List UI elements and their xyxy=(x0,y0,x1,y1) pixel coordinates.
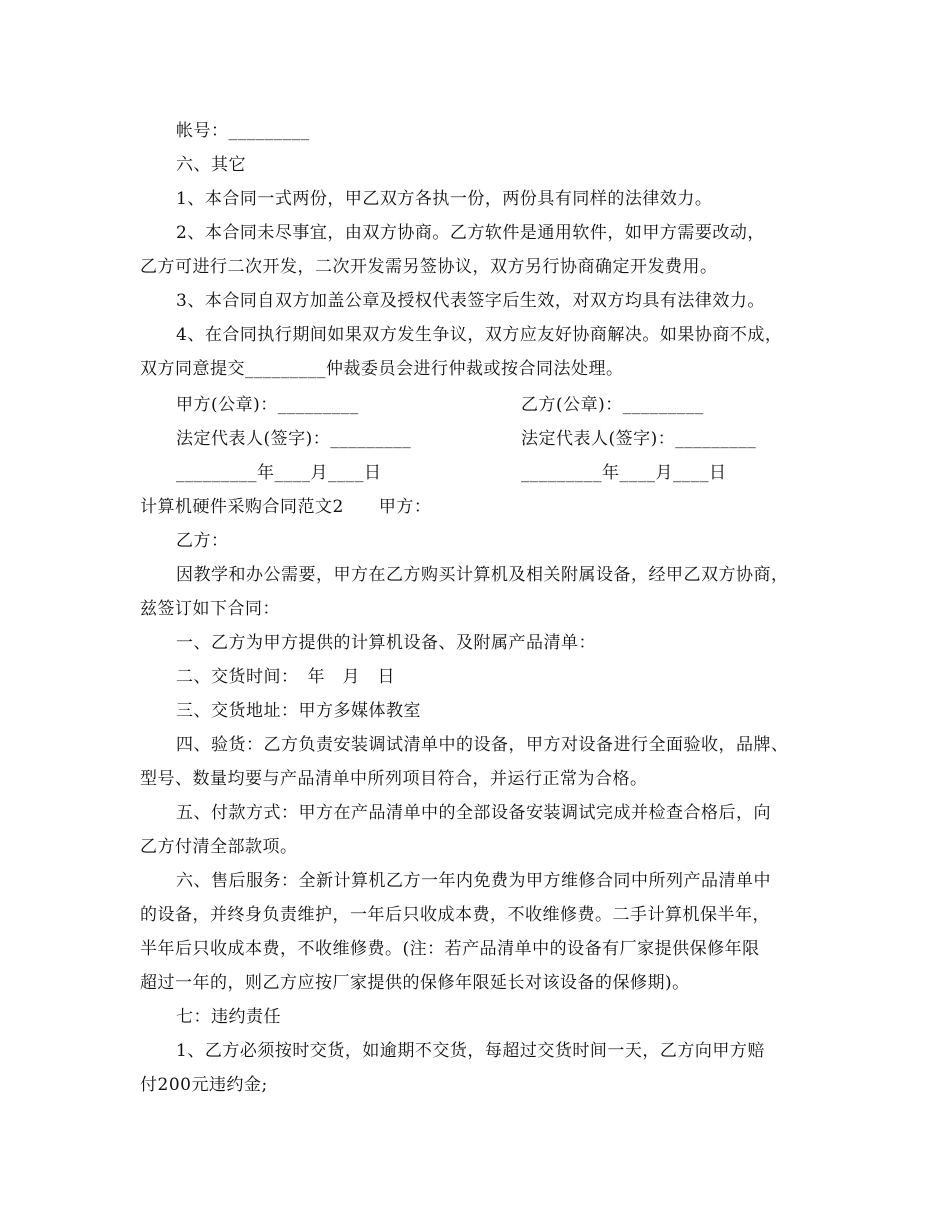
party-a-date-field: _________年____月____日 xyxy=(176,463,382,483)
party-b-representative-field: 法定代表人(签字)：_________ xyxy=(521,429,757,449)
clause-paragraph: 五、付款方式：甲方在产品清单中的全部设备安装调试完成并检查合格后，向 xyxy=(176,803,771,823)
clause-paragraph-cont: 型号、数量均要与产品清单中所列项目符合，并运行正常为合格。 xyxy=(140,769,648,789)
clause-paragraph-cont: 乙方付清全部款项。 xyxy=(140,837,298,857)
clause-paragraph-cont: 半年后只收成本费，不收维修费。(注：若产品清单中的设备有厂家提供保修年限 xyxy=(140,939,760,959)
account-line: 帐号：_________ xyxy=(176,121,310,141)
clause-paragraph: 4、在合同执行期间如果双方发生争议，双方应友好协商解决。如果协商不成， xyxy=(176,325,783,345)
clause-paragraph: 一、乙方为甲方提供的计算机设备、及附属产品清单： xyxy=(176,633,596,653)
clause-paragraph: 二、交货时间： 年 月 日 xyxy=(176,667,395,687)
clause-paragraph: 六、售后服务：全新计算机乙方一年内免费为甲方维修合同中所列产品清单中 xyxy=(176,871,771,891)
clause-paragraph-cont: 乙方可进行二次开发，二次开发需另签协议，双方另行协商确定开发费用。 xyxy=(140,257,718,277)
party-b-date-field: _________年____月____日 xyxy=(521,463,727,483)
party-b-seal-field: 乙方(公章)：_________ xyxy=(521,395,704,415)
clause-paragraph: 2、本合同未尽事宜，由双方协商。乙方软件是通用软件，如甲方需要改动， xyxy=(176,223,765,243)
clause-paragraph-cont: 的设备，并终身负责维护，一年后只收成本费，不收维修费。二手计算机保半年， xyxy=(140,905,770,925)
clause-paragraph: 3、本合同自双方加盖公章及授权代表签字后生效，对双方均具有法律效力。 xyxy=(176,291,765,311)
clause-paragraph-cont: 超过一年的，则乙方应按厂家提供的保修年限延长对该设备的保修期)。 xyxy=(140,973,690,993)
clause-paragraph-cont: 双方同意提交_________仲裁委员会进行仲裁或按合同法处理。 xyxy=(140,359,624,379)
clause-paragraph: 三、交货地址：甲方多媒体教室 xyxy=(176,701,421,721)
contract-title: 计算机硬件采购合同范文2 甲方： xyxy=(140,497,432,517)
clause-paragraph: 1、本合同一式两份，甲乙双方各执一份，两份具有同样的法律效力。 xyxy=(176,189,713,209)
intro-paragraph-cont: 兹签订如下合同： xyxy=(140,599,280,619)
clause-paragraph: 1、乙方必须按时交货，如逾期不交货，每超过交货时间一天，乙方向甲方赔 xyxy=(176,1041,765,1061)
party-a-representative-field: 法定代表人(签字)：_________ xyxy=(176,429,412,449)
section-heading-other: 六、其它 xyxy=(176,155,246,175)
intro-paragraph: 因教学和办公需要，甲方在乙方购买计算机及相关附属设备，经甲乙双方协商， xyxy=(176,565,789,585)
clause-paragraph-cont: 付200元违约金; xyxy=(140,1075,268,1095)
party-a-seal-field: 甲方(公章)：_________ xyxy=(176,395,359,415)
party-b-line: 乙方： xyxy=(176,531,229,551)
section-heading-liability: 七：违约责任 xyxy=(176,1007,281,1027)
clause-paragraph: 四、验货：乙方负责安装调试清单中的设备，甲方对设备进行全面验收，品牌、 xyxy=(176,735,789,755)
